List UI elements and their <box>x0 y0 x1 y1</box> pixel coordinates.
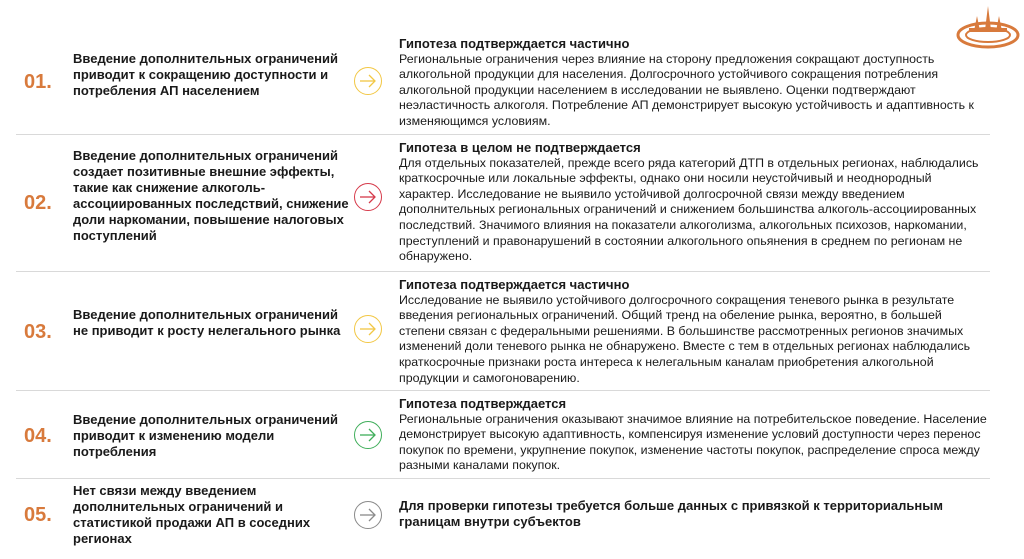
result-body: Исследование не выявило устойчивого долгосрочного сокращения теневого рынка в результате введения региональных ограничений. Общий тренд на обеление рынка, вероятно, в большей степени связан с федеральными решениями. В большинстве рассмотренных регионов значимых изменений доли теневого рынка не обнаружено. Вместе с тем в отдельных регионах наблюдались краткосрочные признаки роста интереса к нелегальным каналам приобретения алкогольной продукции и самогоноварению. <box>399 292 971 385</box>
result-body: Для отдельных показателей, прежде всего ряда категорий ДТП в отдельных регионах, наблюдались краткосрочные или локальные эффекты, однако они носили неустойчивый и неоднородный характер. Исследование не выявило устойчивой долгосрочной связи между введением дополнительных региональных ограничений и снижением большинства алкоголь-ассоциированных последствий. Значимого влияния на показатели алкоголизма, алкогольных психозов, наркомании, преступлений и правонарушений в состоянии алкогольного опьянения в среднем по регионам не обнаружено. <box>399 155 979 264</box>
result-title: Гипотеза подтверждается <box>399 396 567 411</box>
arrow-right-icon <box>359 427 377 443</box>
hypothesis-text: Введение дополнительных ограничений не приводит к росту нелегального рынка <box>73 307 341 338</box>
arrow-right-icon <box>359 321 377 337</box>
hypothesis-row <box>16 277 990 387</box>
hypothesis-row <box>16 396 990 474</box>
result-title: Гипотеза подтверждается частично <box>399 277 630 292</box>
hypothesis-text: Нет связи между введением дополнительных ограничений и статистикой продажи АП в соседних регионах <box>73 483 311 546</box>
row-number: 02. <box>24 192 52 214</box>
status-circle <box>354 183 382 211</box>
row-divider <box>16 271 990 272</box>
status-circle <box>354 501 382 529</box>
result-block <box>399 277 989 386</box>
row-divider <box>16 390 990 391</box>
status-circle <box>354 67 382 95</box>
result-title: Для проверки гипотезы требуется больше данных с привязкой к территориальным границам внутри субъектов <box>399 498 943 529</box>
result-block <box>399 498 989 529</box>
result-body: Региональные ограничения через влияние на сторону предложения сокращают доступность алкогольной продукции для населения. Долгосрочного устойчивого сокращения потребления алкогольной продукции населением в исследовании не выявлено. Оценки подтверждают неэластичность алкоголя. Потребление АП демонстрирует высокую устойчивость и адаптивность к изменяющимся условиям. <box>399 51 974 128</box>
row-number: 04. <box>24 425 52 447</box>
hypothesis-row <box>16 483 990 547</box>
arrow-right-icon <box>359 73 377 89</box>
row-divider <box>16 478 990 479</box>
result-body: Региональные ограничения оказывают значимое влияние на потребительское поведение. Население демонстрирует высокую адаптивность, компенсируя изменение условий доступности через перенос покупок по времени, укрупнение покупок, изменение частоты покупок, распределение спроса между разными каналами покупок. <box>399 411 987 473</box>
result-title: Гипотеза подтверждается частично <box>399 36 630 51</box>
hypothesis-text: Введение дополнительных ограничений создает позитивные внешние эффекты, такие как снижение алкоголь-ассоциированных последствий, снижение доли наркомании, повышение налоговых поступлений <box>73 148 349 243</box>
result-block <box>399 396 989 474</box>
result-title: Гипотеза в целом не подтверждается <box>399 140 641 155</box>
result-block <box>399 140 989 265</box>
row-number: 05. <box>24 504 52 526</box>
arrow-right-icon <box>359 507 377 523</box>
row-number: 01. <box>24 71 52 93</box>
status-circle <box>354 315 382 343</box>
arrow-right-icon <box>359 189 377 205</box>
status-circle <box>354 421 382 449</box>
hypothesis-row <box>16 36 990 132</box>
hypothesis-row <box>16 140 990 270</box>
result-block <box>399 36 989 130</box>
row-number: 03. <box>24 321 52 343</box>
hypothesis-text: Введение дополнительных ограничений приводит к изменению модели потребления <box>73 412 338 459</box>
row-divider <box>16 134 990 135</box>
hypothesis-text: Введение дополнительных ограничений приводит к сокращению доступности и потребления АП населением <box>73 51 338 98</box>
